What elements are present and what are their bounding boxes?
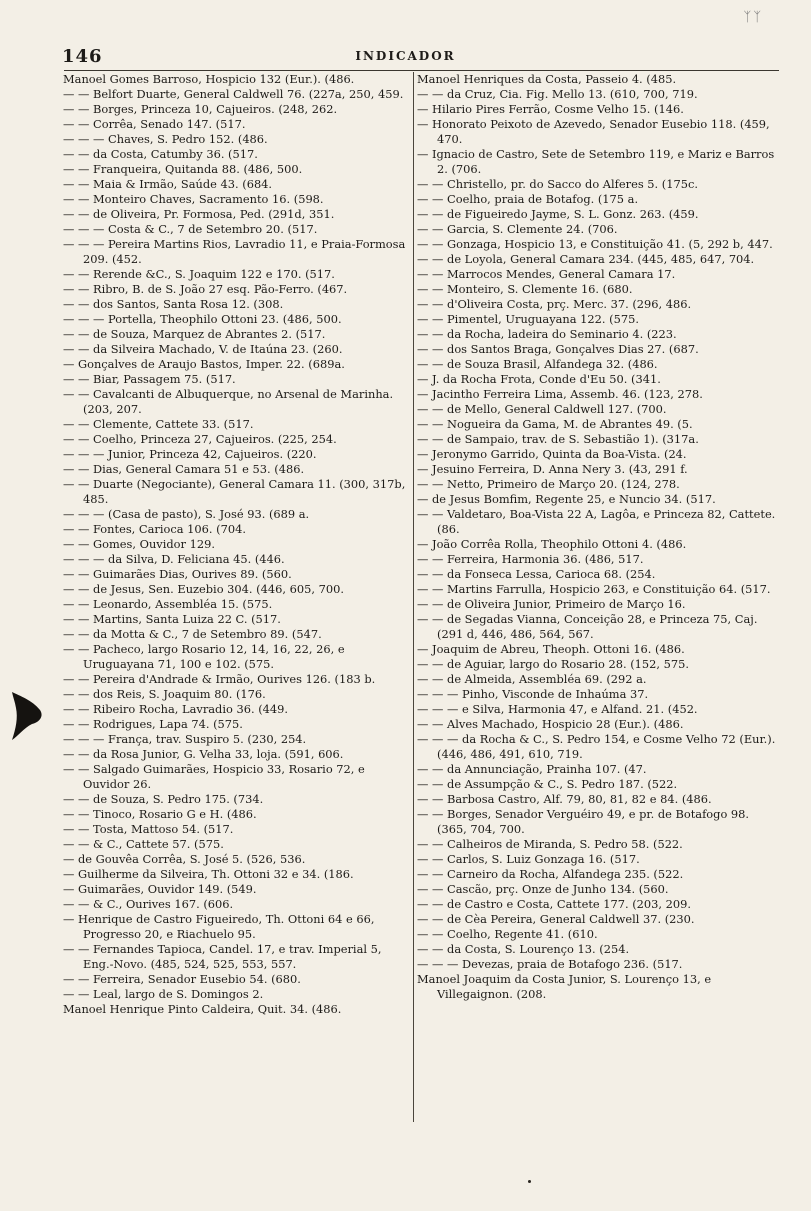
directory-entry: — — Carlos, S. Luiz Gonzaga 16. (517. — [417, 852, 640, 866]
directory-entry: — Jesuino Ferreira, D. Anna Nery 3. (43, 291 f. — [417, 462, 688, 476]
directory-entry: — — dos Reis, S. Joaquim 80. (176. — [63, 687, 266, 701]
directory-entry: — — Borges, Princeza 10, Cajueiros. (248, 262. — [63, 102, 338, 116]
directory-entry: — — Carneiro da Rocha, Alfandega 235. (522. — [417, 867, 684, 881]
directory-entry: — — Biar, Passagem 75. (517. — [63, 372, 236, 386]
directory-entry: — — de Figueiredo Jayme, S. L. Gonz. 263. (459. — [417, 207, 699, 221]
directory-entry: — — de Oliveira Junior, Primeiro de Março 16. — [417, 597, 686, 611]
directory-entry: — Honorato Peixoto de Azevedo, Senador Eusebio 118. (459, 470. — [417, 117, 770, 146]
directory-entry: — — — Costa & C., 7 de Setembro 20. (517. — [63, 222, 318, 236]
directory-entry: — — de Cèa Pereira, General Caldwell 37. (230. — [417, 912, 695, 926]
directory-entry: — — Leal, largo de S. Domingos 2. — [63, 987, 264, 1001]
print-speck — [528, 1180, 531, 1183]
directory-entry: — — — da Rocha & C., S. Pedro 154, e Cosme Velho 72 (Eur.). (446, 486, 491, 610, 719. — [417, 732, 776, 761]
directory-entry: — — — Chaves, S. Pedro 152. (486. — [63, 132, 268, 146]
directory-entry: — de Jesus Bomfim, Regente 25, e Nuncio 34. (517. — [417, 492, 716, 506]
directory-entry: Manoel Henrique Pinto Caldeira, Quit. 34. (486. — [63, 1002, 342, 1016]
directory-entry: — — Duarte (Negociante), General Camara 11. (300, 317b, 485. — [63, 477, 406, 506]
directory-entry: — — dos Santos, Santa Rosa 12. (308. — [63, 297, 284, 311]
page-number: 146 — [62, 46, 103, 67]
directory-entry: — — de Mello, General Caldwell 127. (700. — [417, 402, 667, 416]
directory-entry: — — Rerende &C., S. Joaquim 122 e 170. (517. — [63, 267, 335, 281]
directory-entry: — Henrique de Castro Figueiredo, Th. Ottoni 64 e 66, Progresso 20, e Riachuelo 95. — [63, 912, 375, 941]
directory-entry: — — Salgado Guimarães, Hospicio 33, Rosario 72, e Ouvidor 26. — [63, 762, 365, 791]
directory-entry: — — Pimentel, Uruguayana 122. (575. — [417, 312, 639, 326]
directory-entry: — — da Fonseca Lessa, Carioca 68. (254. — [417, 567, 656, 581]
directory-entry: — — dos Santos Braga, Gonçalves Dias 27. (687. — [417, 342, 699, 356]
directory-entry: — — — e Silva, Harmonia 47, e Alfand. 21. (452. — [417, 702, 698, 716]
directory-entry: — Joaquim de Abreu, Theoph. Ottoni 16. (486. — [417, 642, 685, 656]
directory-entry: — — Monteiro, S. Clemente 16. (680. — [417, 282, 633, 296]
directory-entry: — — Valdetaro, Boa-Vista 22 A, Lagôa, e Princeza 82, Cattete. (86. — [417, 507, 776, 536]
directory-entry: — — Nogueira da Gama, M. de Abrantes 49. (5. — [417, 417, 693, 431]
directory-entry: — — de Oliveira, Pr. Formosa, Ped. (291d, 351. — [63, 207, 335, 221]
directory-entry: — — da Rosa Junior, G. Velha 33, loja. (591, 606. — [63, 747, 344, 761]
directory-entry: — — Franqueira, Quitanda 88. (486, 500. — [63, 162, 303, 176]
directory-entry: — — Ferreira, Harmonia 36. (486, 517. — [417, 552, 644, 566]
directory-entry: — Guimarães, Ouvidor 149. (549. — [63, 882, 257, 896]
directory-entry: — — Ribeiro Rocha, Lavradio 36. (449. — [63, 702, 289, 716]
directory-entry: — — Cascão, prç. Onze de Junho 134. (560. — [417, 882, 669, 896]
directory-entry: — — de Souza, Marquez de Abrantes 2. (517. — [63, 327, 326, 341]
directory-entry: — — — Portella, Theophilo Ottoni 23. (486, 500. — [63, 312, 342, 326]
directory-entry: — — da Cruz, Cia. Fig. Mello 13. (610, 700, 719. — [417, 87, 698, 101]
directory-entry: — — Netto, Primeiro de Março 20. (124, 278. — [417, 477, 680, 491]
directory-entry: — — da Motta & C., 7 de Setembro 89. (547. — [63, 627, 322, 641]
directory-entry: — — Garcia, S. Clemente 24. (706. — [417, 222, 618, 236]
directory-entry: — — de Loyola, General Camara 234. (445, 485, 647, 704. — [417, 252, 755, 266]
directory-entry: — Ignacio de Castro, Sete de Setembro 119, e Mariz e Barros 2. (706. — [417, 147, 775, 176]
directory-entry: — — Belfort Duarte, General Caldwell 76. (227a, 250, 459. — [63, 87, 404, 101]
directory-entry: — — de Almeida, Assembléa 69. (292 a. — [417, 672, 647, 686]
directory-entry: — — de Sampaio, trav. de S. Sebastião 1). (317a. — [417, 432, 699, 446]
directory-entry: — — Maia & Irmão, Saúde 43. (684. — [63, 177, 273, 191]
directory-entry: — — Clemente, Cattete 33. (517. — [63, 417, 254, 431]
directory-entry: — — Alves Machado, Hospicio 28 (Eur.). (486. — [417, 717, 684, 731]
directory-entry: Manoel Henriques da Costa, Passeio 4. (485. — [417, 72, 677, 86]
directory-entry: — — da Costa, Catumby 36. (517. — [63, 147, 258, 161]
left-column — [63, 72, 413, 1132]
directory-entry: — — de Aguiar, largo do Rosario 28. (152, 575. — [417, 657, 689, 671]
directory-entry: — — Christello, pr. do Sacco do Alferes 5. (175c. — [417, 177, 698, 191]
directory-entry: — — de Castro e Costa, Cattete 177. (203, 209. — [417, 897, 692, 911]
directory-entry: — — Marrocos Mendes, General Camara 17. — [417, 267, 676, 281]
directory-entry: — — da Annunciação, Prainha 107. (47. — [417, 762, 647, 776]
directory-entry: — Guilherme da Silveira, Th. Ottoni 32 e 34. (186. — [63, 867, 354, 881]
directory-entry: — — Corrêa, Senado 147. (517. — [63, 117, 246, 131]
directory-entry: — — Monteiro Chaves, Sacramento 16. (598. — [63, 192, 324, 206]
directory-entry: — Gonçalves de Araujo Bastos, Imper. 22. (689a. — [63, 357, 345, 371]
directory-entry: — Jeronymo Garrido, Quinta da Boa-Vista. (24. — [417, 447, 687, 461]
directory-entry: — — Borges, Senador Verguéiro 49, e pr. de Botafogo 98. (365, 704, 700. — [417, 807, 750, 836]
directory-entry: — — Coelho, Princeza 27, Cajueiros. (225, 254. — [63, 432, 337, 446]
directory-entry: — — da Rocha, ladeira do Seminario 4. (223. — [417, 327, 677, 341]
directory-entry: — — Martins Farrulla, Hospicio 263, e Constituição 64. (517. — [417, 582, 771, 596]
column-divider — [413, 72, 414, 1122]
directory-entry: — — de Souza, S. Pedro 175. (734. — [63, 792, 264, 806]
directory-entry: Manoel Gomes Barroso, Hospicio 132 (Eur.). (486. — [63, 72, 355, 86]
directory-entry: — — Pereira d'Andrade & Irmão, Ourives 126. (183 b. — [63, 672, 376, 686]
right-column — [417, 72, 782, 1132]
directory-entry: — Jacintho Ferreira Lima, Assemb. 46. (123, 278. — [417, 387, 703, 401]
directory-entry: — — Coelho, Regente 41. (610. — [417, 927, 598, 941]
directory-entry: — de Gouvêa Corrêa, S. José 5. (526, 536. — [63, 852, 306, 866]
directory-entry: — — da Silveira Machado, V. de Itaúna 23. (260. — [63, 342, 343, 356]
directory-entry: — — de Jesus, Sen. Euzebio 304. (446, 605, 700. — [63, 582, 344, 596]
pointing-hand-icon — [10, 688, 44, 742]
directory-entry: — — Pacheco, largo Rosario 12, 14, 16, 22, 26, e Uruguayana 71, 100 e 102. (575. — [63, 642, 345, 671]
directory-entry: — — Tosta, Mattoso 54. (517. — [63, 822, 234, 836]
directory-entry: — — Rodrigues, Lapa 74. (575. — [63, 717, 243, 731]
directory-entry: — — & C., Cattete 57. (575. — [63, 837, 224, 851]
directory-entry: — — d'Oliveira Costa, prç. Merc. 37. (296, 486. — [417, 297, 692, 311]
directory-entry: — Hilario Pires Ferrão, Cosme Velho 15. (146. — [417, 102, 684, 116]
running-title: INDICADOR — [355, 49, 456, 63]
directory-entry: — — Fontes, Carioca 106. (704. — [63, 522, 246, 536]
directory-entry: — — — da Silva, D. Feliciana 45. (446. — [63, 552, 285, 566]
directory-entry: — — Dias, General Camara 51 e 53. (486. — [63, 462, 305, 476]
directory-entry: — — Gonzaga, Hospicio 13, e Constituição 41. (5, 292 b, 447. — [417, 237, 773, 251]
directory-entry: — — — Pinho, Visconde de Inhaúma 37. — [417, 687, 649, 701]
directory-entry: — — Leonardo, Assembléa 15. (575. — [63, 597, 273, 611]
directory-entry: — — — (Casa de pasto), S. José 93. (689 a. — [63, 507, 310, 521]
directory-entry: — J. da Rocha Frota, Conde d'Eu 50. (341. — [417, 372, 661, 386]
directory-entry: — — Ribro, B. de S. João 27 esq. Pão-Ferro. (467. — [63, 282, 348, 296]
directory-entry: — — Tinoco, Rosario G e H. (486. — [63, 807, 257, 821]
directory-entry: — — Guimarães Dias, Ourives 89. (560. — [63, 567, 292, 581]
directory-entry: — — de Souza Brasil, Alfandega 32. (486. — [417, 357, 658, 371]
directory-entry: Manoel Joaquim da Costa Junior, S. Lourenço 13, e Villegaignon. (208. — [417, 972, 712, 1001]
directory-entry: — — Fernandes Tapioca, Candel. 17, e trav. Imperial 5, Eng.-Novo. (485, 524, 525, 553, 557. — [63, 942, 382, 971]
directory-entry: — — Cavalcanti de Albuquerque, no Arsenal de Marinha. (203, 207. — [63, 387, 394, 416]
directory-entry: — — Calheiros de Miranda, S. Pedro 58. (522. — [417, 837, 683, 851]
directory-entry: — — Ferreira, Senador Eusebio 54. (680. — [63, 972, 301, 986]
header-rule — [64, 70, 779, 71]
directory-entry: — — da Costa, S. Lourenço 13. (254. — [417, 942, 630, 956]
directory-entry: — — de Segadas Vianna, Conceição 28, e Princeza 75, Caj. (291 d, 446, 486, 564, 567. — [417, 612, 758, 641]
directory-entry: — — — França, trav. Suspiro 5. (230, 254. — [63, 732, 307, 746]
corner-mark: ᛉᛉ — [743, 10, 763, 25]
directory-entry: — — Gomes, Ouvidor 129. — [63, 537, 215, 551]
directory-entry: — João Corrêa Rolla, Theophilo Ottoni 4. (486. — [417, 537, 687, 551]
directory-entry: — — — Pereira Martins Rios, Lavradio 11, e Praia-Formosa 209. (452. — [63, 237, 406, 266]
directory-entry: — — Coelho, praia de Botafog. (175 a. — [417, 192, 639, 206]
directory-entry: — — Martins, Santa Luiza 22 C. (517. — [63, 612, 281, 626]
directory-entry: — — de Assumpção & C., S. Pedro 187. (522. — [417, 777, 678, 791]
directory-entry: — — & C., Ourives 167. (606. — [63, 897, 234, 911]
directory-entry: — — Barbosa Castro, Alf. 79, 80, 81, 82 e 84. (486. — [417, 792, 712, 806]
directory-entry: — — — Devezas, praia de Botafogo 236. (517. — [417, 957, 683, 971]
directory-entry: — — — Junior, Princeza 42, Cajueiros. (220. — [63, 447, 317, 461]
